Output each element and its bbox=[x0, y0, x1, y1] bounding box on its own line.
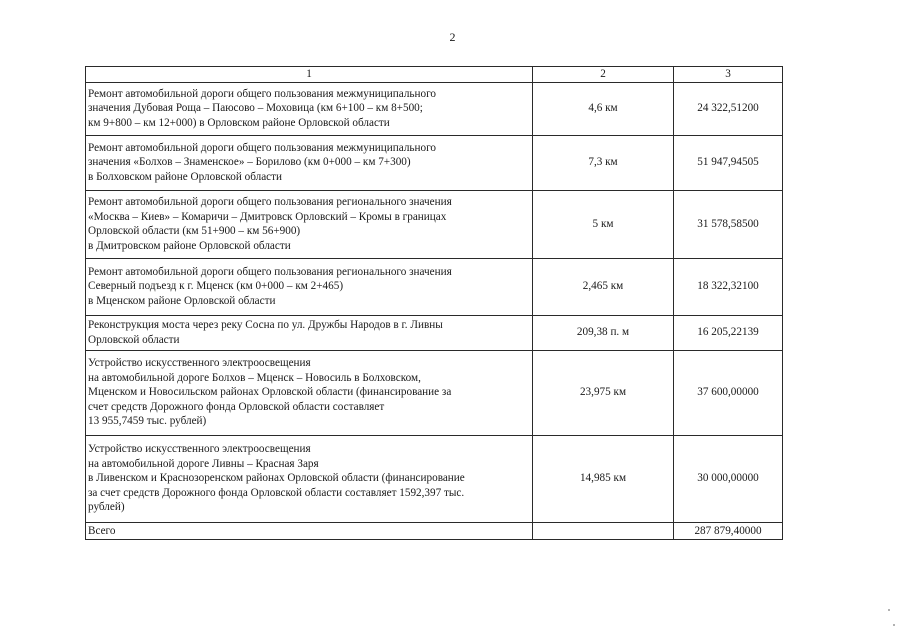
work-description: Ремонт автомобильной дороги общего пользования межмуниципального значения Дубовая Роща – Паюсово – Моховица (км 6+100 – км 8+500; км 9+800 – км 12+000) в Орловском районе Орловской области bbox=[86, 82, 533, 135]
work-description: Устройство искусственного электроосвещения на автомобильной дороге Болхов – Мценск – Новосиль в Болховском, Мценском и Новосильском районах Орловской области (финансирование за счет средств Дорожного фонда Орловской области составляет 13 955,7459 тыс. рублей) bbox=[86, 350, 533, 435]
work-quantity: 5 км bbox=[533, 190, 674, 258]
table-row bbox=[86, 315, 783, 350]
work-quantity: 7,3 км bbox=[533, 135, 674, 190]
table-row bbox=[86, 258, 783, 315]
work-description: Устройство искусственного электроосвещения на автомобильной дороге Ливны – Красная Заря в Ливенском и Краснозоренском районах Орловской области (финансирование за счет средств Дорожного фонда Орловской области составляет 1592,397 тыс. рублей) bbox=[86, 435, 533, 522]
work-quantity: 23,975 км bbox=[533, 350, 674, 435]
total-row bbox=[86, 522, 783, 540]
work-description: Ремонт автомобильной дороги общего пользования регионального значения «Москва – Киев» – Комаричи – Дмитровск Орловский – Кромы в границах Орловской области (км 51+900 – км 56+900) в Дмитровском районе Орловской области bbox=[86, 190, 533, 258]
work-description: Ремонт автомобильной дороги общего пользования межмуниципального значения «Болхов – Знаменское» – Борилово (км 0+000 – км 7+300) в Болховском районе Орловской области bbox=[86, 135, 533, 190]
table-row bbox=[86, 350, 783, 435]
work-quantity: 4,6 км bbox=[533, 82, 674, 135]
work-amount: 37 600,00000 bbox=[674, 350, 783, 435]
work-amount: 31 578,58500 bbox=[674, 190, 783, 258]
work-quantity: 209,38 п. м bbox=[533, 315, 674, 350]
page-number: 2 bbox=[449, 30, 456, 44]
column-header: 1 bbox=[86, 67, 533, 83]
work-quantity: 14,985 км bbox=[533, 435, 674, 522]
table-row bbox=[86, 435, 783, 522]
work-amount: 30 000,00000 bbox=[674, 435, 783, 522]
work-amount: 16 205,22139 bbox=[674, 315, 783, 350]
total-label: Всего bbox=[86, 522, 533, 540]
scan-speck bbox=[893, 624, 895, 626]
column-header: 2 bbox=[533, 67, 674, 83]
total-amount: 287 879,40000 bbox=[674, 522, 783, 540]
work-quantity: 2,465 км bbox=[533, 258, 674, 315]
table-header-row bbox=[86, 67, 783, 83]
work-amount: 24 322,51200 bbox=[674, 82, 783, 135]
column-header: 3 bbox=[674, 67, 783, 83]
total-empty-cell bbox=[533, 522, 674, 540]
table-row bbox=[86, 190, 783, 258]
works-table bbox=[85, 66, 783, 540]
work-amount: 51 947,94505 bbox=[674, 135, 783, 190]
table-row bbox=[86, 82, 783, 135]
work-amount: 18 322,32100 bbox=[674, 258, 783, 315]
work-description: Ремонт автомобильной дороги общего пользования регионального значения Северный подъезд к г. Мценск (км 0+000 – км 2+465) в Мценском районе Орловской области bbox=[86, 258, 533, 315]
work-description: Реконструкция моста через реку Сосна по ул. Дружбы Народов в г. Ливны Орловской области bbox=[86, 315, 533, 350]
scan-speck bbox=[888, 609, 890, 611]
table-row bbox=[86, 135, 783, 190]
